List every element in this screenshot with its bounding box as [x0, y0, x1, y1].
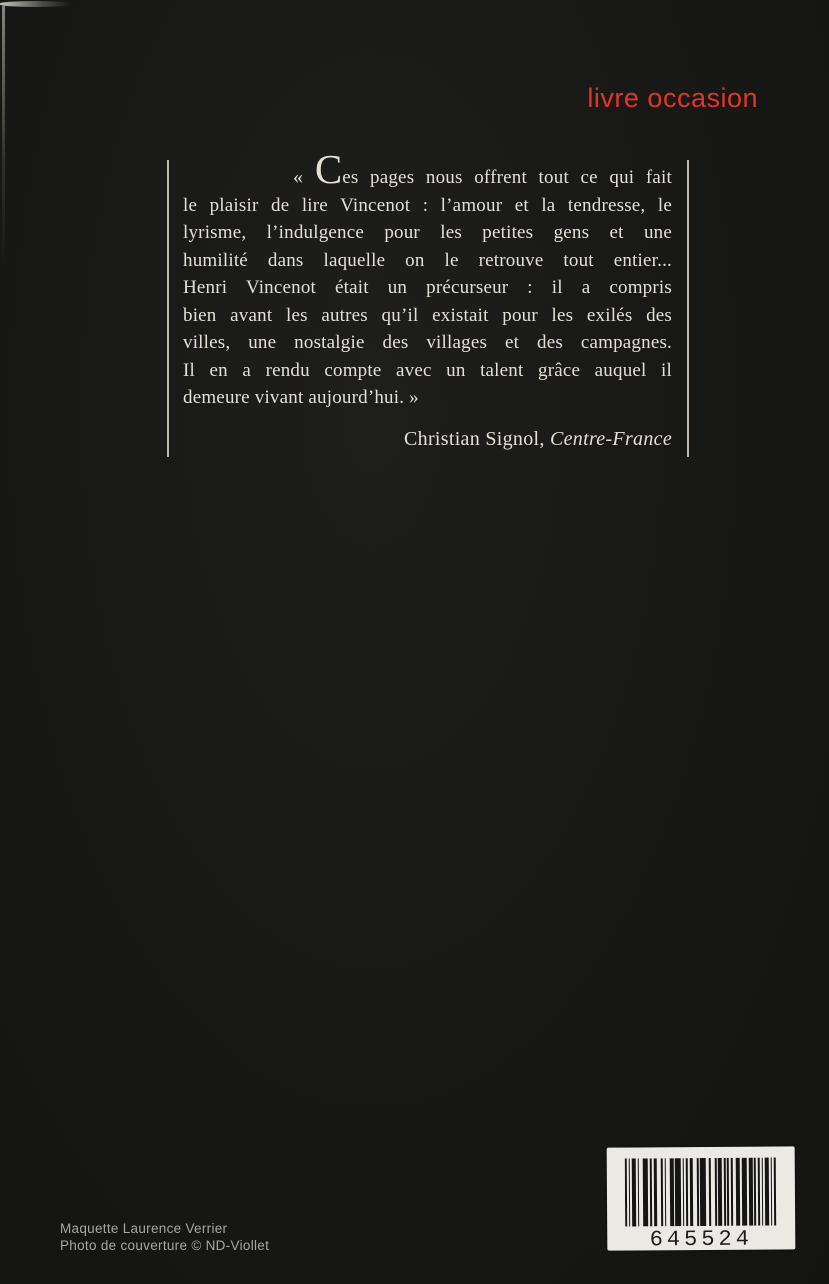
quote-line: humilité dans laquelle on le retrouve tout entier... [183, 249, 672, 271]
quote-line: Henri Vincenot était un précurseur : il a compris [183, 277, 672, 298]
barcode-number: 645524 [649, 1226, 753, 1253]
barcode-bars [625, 1157, 777, 1226]
attribution-name: Christian Signol, [404, 427, 545, 450]
used-book-stamp: livre occasion [587, 83, 758, 113]
review-quote [183, 146, 673, 453]
opening-guillemet: « [293, 166, 304, 188]
credit-maquette: Maquette Laurence Verrier [60, 1221, 228, 1236]
quote-rule-right [687, 160, 689, 457]
quote-drop-cap: C [314, 146, 343, 192]
quote-line: le plaisir de lire Vincenot : l’amour et la tendresse, le [183, 194, 672, 216]
quote-line: villes, une nostalgie des villages et des campagnes. [183, 332, 672, 353]
credit-photo: Photo de couverture © ND-Viollet [60, 1237, 270, 1253]
photo-edge-scratch [2, 6, 5, 266]
barcode-sticker [607, 1146, 796, 1253]
quote-rule-left [167, 160, 169, 457]
quote-first-line-text: es pages nous offrent tout ce qui fait [342, 167, 673, 188]
production-credits [60, 1221, 269, 1254]
quote-lines [183, 192, 672, 412]
barcode-bar [774, 1157, 776, 1225]
quote-line: Il en a rendu compte avec un talent grâce auquel il [183, 359, 672, 381]
quote-line: lyrisme, l’indulgence pour les petites gens et une [183, 222, 672, 243]
quote-line: demeure vivant aujourd’hui. » [183, 387, 419, 408]
attribution-source: Centre-France [549, 427, 672, 450]
quote-first-line [183, 146, 673, 192]
quote-line: bien avant les autres qu’il existait pour les exilés des [183, 304, 672, 326]
photo-glare-artifact [0, 1, 72, 7]
quote-attribution [183, 426, 672, 454]
